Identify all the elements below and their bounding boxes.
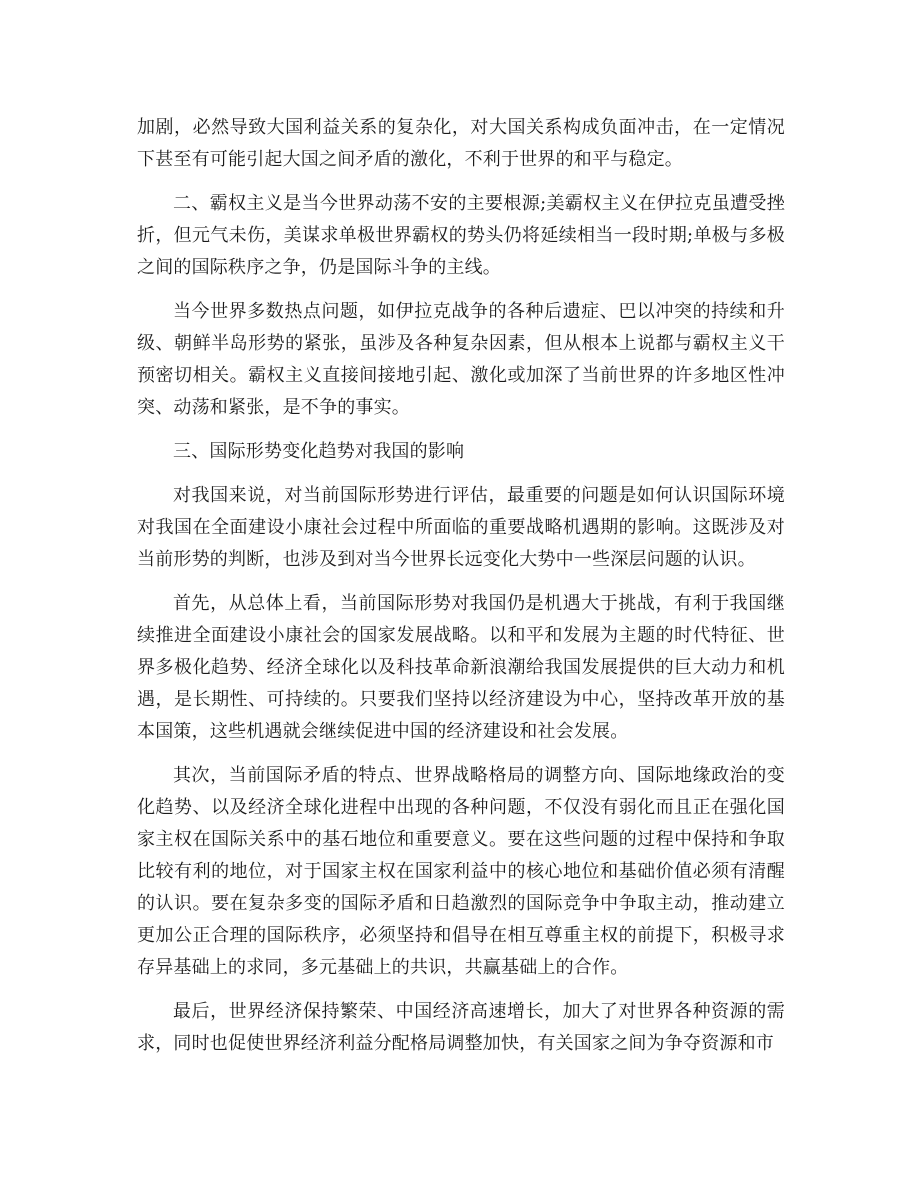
section-heading-impact: 三、国际形势变化趋势对我国的影响 — [173, 441, 465, 462]
paragraph-secondly: 其次，当前国际矛盾的特点、世界战略格局的调整方向、国际地缘政治的变化趋势、以及经济全球化进程中出现的各种问题，不仅没有弱化而且正在强化国家主权在国际关系中的基石地位和重要意义。要在这些问题的过程中保持和争取比较有利的地位，对于国家主权在国家利益中的核心地位和基础价值必须有清醒的认识。要在复杂多变的国际矛盾和日趋激烈的国际竞争中争取主动，推动建立更加公正合理的国际秩序，必须坚持和倡导在相互尊重主权的前提下，积极寻求存异基础上的求同，多元基础上的共识，共赢基础上的合作。 — [137, 765, 785, 978]
paragraph-firstly: 首先，从总体上看，当前国际形势对我国仍是机遇大于挑战，有利于我国继续推进全面建设小康社会的国家发展战略。以和平和发展为主题的时代特征、世界多极化趋势、经济全球化以及科技革命新浪潮给我国发展提供的巨大动力和机遇，是长期性、可持续的。只要我们坚持以经济建设为中心，坚持改革开放的基本国策，这些机遇就会继续促进中国的经济建设和社会发展。 — [137, 593, 785, 742]
paragraph-hegemonism: 二、霸权主义是当今世界动荡不安的主要根源;美霸权主义在伊拉克虽遭受挫折，但元气未伤，美谋求单极世界霸权的势头仍将延续相当一段时期;单极与多极之间的国际秩序之争，仍是国际斗争的主线。 — [137, 193, 785, 278]
paragraph-hotspot-issues: 当今世界多数热点问题，如伊拉克战争的各种后遗症、巴以冲突的持续和升级、朝鲜半岛形势的紧张，虽涉及各种复杂因素，但从根本上说都与霸权主义干预密切相关。霸权主义直接间接地引起、激化或加深了当前世界的许多地区性冲突、动荡和紧张，是不争的事实。 — [137, 301, 785, 418]
document-body — [137, 112, 785, 1072]
paragraph-finally: 最后，世界经济保持繁荣、中国经济高速增长，加大了对世界各种资源的需求，同时也促使世界经济利益分配格局调整加快，有关国家之间为争夺资源和市 — [137, 1001, 785, 1054]
paragraph-continuation: 加剧，必然导致大国利益关系的复杂化，对大国关系构成负面冲击，在一定情况下甚至有可能引起大国之间矛盾的激化，不利于世界的和平与稳定。 — [137, 117, 785, 170]
paragraph-assessment: 对我国来说，对当前国际形势进行评估，最重要的问题是如何认识国际环境对我国在全面建设小康社会过程中所面临的重要战略机遇期的影响。这既涉及对当前形势的判断，也涉及到对当今世界长远变化大势中一些深层问题的认识。 — [137, 485, 785, 570]
